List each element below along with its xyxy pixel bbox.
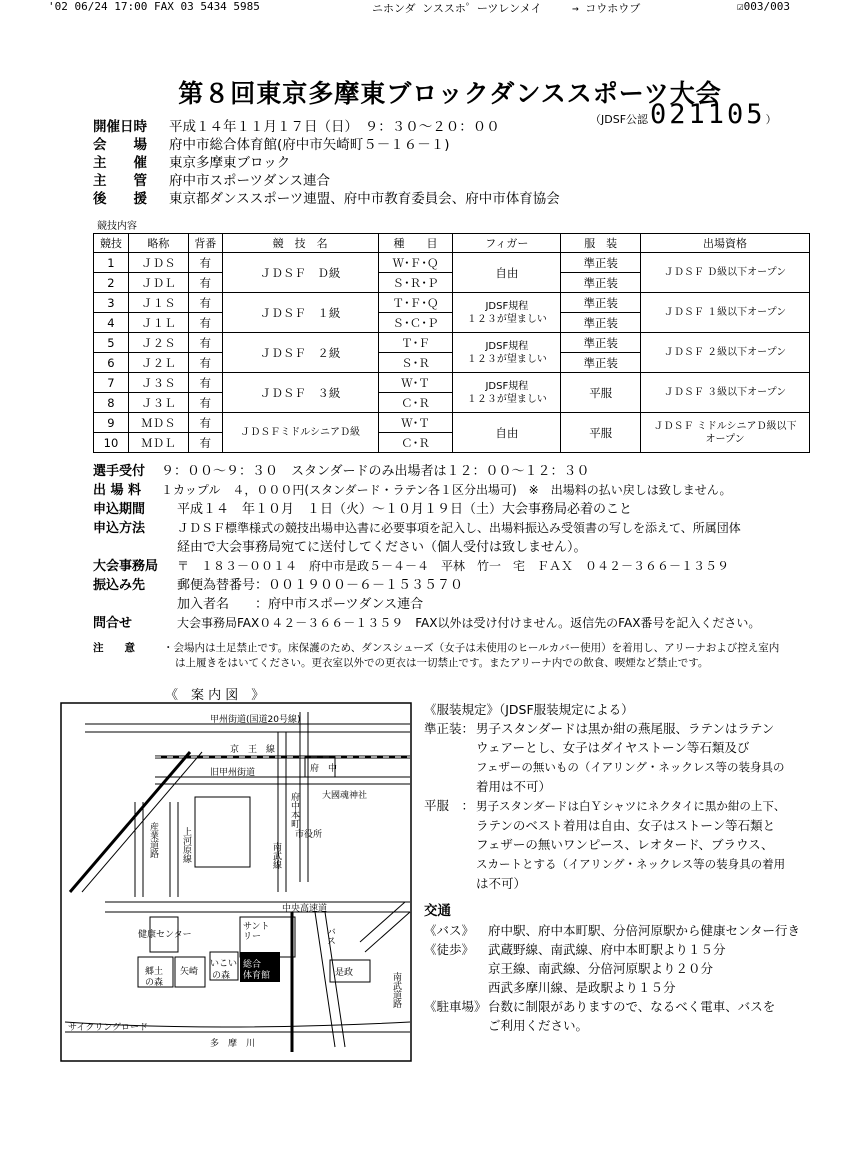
access-label: 《徒歩》 <box>424 942 475 957</box>
cell-dress: 平服 <box>561 373 641 413</box>
cell-num: 有 <box>188 313 222 333</box>
cell-figure: 自由 <box>453 253 561 293</box>
access-label: 《バス》 <box>424 923 475 938</box>
info-label: 主 催 <box>93 155 147 171</box>
qual-line: ＪＤＳＦ ミドルシニアＤ級以下 <box>653 420 797 432</box>
dress-row <box>424 835 785 854</box>
label-kyukoshu: 旧甲州街道 <box>210 768 256 778</box>
fax-sender: ニホンダ ンススホ゜ーツレンメイ <box>372 2 542 15</box>
cell-num: 有 <box>188 433 222 453</box>
competition-table <box>93 233 810 453</box>
cell-no: 3 <box>94 293 129 313</box>
dress-row <box>424 738 785 757</box>
label-nanbu-road: 南武道路 <box>391 972 401 1008</box>
access-map <box>60 702 412 1062</box>
cell-name: ＪＤＳＦ ２級 <box>222 333 378 373</box>
info-label: 後 援 <box>93 191 147 207</box>
detail-label: 出 場 料 <box>93 483 142 498</box>
table-header: 種 目 <box>378 234 453 253</box>
fax-recipient: → コウホウブ <box>572 2 641 15</box>
table-row <box>94 373 810 393</box>
cell-no: 6 <box>94 353 129 373</box>
info-value: 府中市総合体育館(府中市矢崎町５－１６－１) <box>169 137 450 153</box>
cell-num: 有 <box>188 413 222 433</box>
cell-code: ＪＤＳ <box>128 253 188 273</box>
detail-row <box>93 538 760 557</box>
detail-row <box>93 462 760 481</box>
cell-code: Ｊ２Ｌ <box>128 353 188 373</box>
event-info <box>93 118 560 208</box>
access-label: 《駐車場》 <box>424 999 487 1014</box>
dress-label: 準正装： <box>424 721 475 736</box>
label-keio: 京 王 線 <box>230 745 276 755</box>
access-text: 西武多摩川線、是政駅より１５分 <box>488 980 676 995</box>
cell-num: 有 <box>188 353 222 373</box>
label-sangyo: 産業道路 <box>148 822 158 858</box>
cell-no: 10 <box>94 433 129 453</box>
approval-number <box>590 99 777 130</box>
info-row-venue <box>93 136 560 154</box>
dress-rules <box>424 700 785 893</box>
fax-datetime: '02 06/24 17:00 FAX 03 5434 5985 <box>48 0 260 13</box>
info-row-sponsor <box>93 190 560 208</box>
cell-dress: 準正装 <box>561 333 641 353</box>
cell-no: 4 <box>94 313 129 333</box>
dress-row <box>424 816 785 835</box>
label-cycling: サイクリングロード <box>68 1023 149 1033</box>
access-title: 交通 <box>424 903 451 919</box>
access-row <box>424 1016 800 1035</box>
map-title: 《 案 内 図 》 <box>165 688 265 703</box>
cell-dress: 平服 <box>561 413 641 453</box>
cell-event: Ｓ･Ｒ <box>378 353 453 373</box>
info-label: 会 場 <box>93 137 147 153</box>
cell-code: ＭＤＬ <box>128 433 188 453</box>
detail-value: 加入者名 ：府中市スポーツダンス連合 <box>177 597 424 612</box>
label-okunitama: 大國魂神社 <box>322 791 368 801</box>
dress-text: 男子スタンダードは黒か紺の燕尾服、ラテンはラテン <box>476 721 775 736</box>
dress-text: 男子スタンダードは白Ｙシャツにネクタイに黒か紺の上下、 <box>476 799 786 813</box>
label-yagasaki: 矢崎 <box>180 967 199 977</box>
access-row <box>424 997 800 1016</box>
info-row-organizer <box>93 154 560 172</box>
cell-qual: ＪＤＳＦ Ｄ級以下オープン <box>641 253 810 293</box>
access-text: 武蔵野線、南武線、府中本町駅より１５分 <box>488 942 726 957</box>
table-header: 競 技 名 <box>222 234 378 253</box>
table-header: 競技 <box>94 234 129 253</box>
detail-row <box>93 500 760 519</box>
access-row <box>424 978 800 997</box>
info-row-date <box>93 118 560 136</box>
cell-event: Ｗ･Ｆ･Ｑ <box>378 253 453 273</box>
cell-event: Ｗ･Ｔ <box>378 413 453 433</box>
cell-figure: 自由 <box>453 413 561 453</box>
table-row <box>94 413 810 433</box>
cell-event: Ｃ･Ｒ <box>378 433 453 453</box>
detail-value: 平成１４ 年１０月 １日（火）～１０月１９日（土）大会事務局必着のこと <box>177 502 633 517</box>
detail-value: ＪＤＳＦ標準様式の競技出場申込書に必要事項を記入し、出場料振込み受領書の写しを添えて、所属団体 <box>177 521 741 535</box>
cell-num: 有 <box>188 393 222 413</box>
detail-value: 大会事務局FAX０４２－３６６－１３５９ FAX以外は受け付けません。返信先のFAX番号を記入ください。 <box>177 616 761 630</box>
cell-no: 1 <box>94 253 129 273</box>
figure-line: JDSF規程 <box>485 340 529 352</box>
cell-num: 有 <box>188 373 222 393</box>
cell-code: Ｊ１Ｌ <box>128 313 188 333</box>
detail-value: ９：００～９：３０ スタンダードのみ出場者は１２：００～１２：３０ <box>161 464 590 479</box>
info-label: 主 管 <box>93 173 147 189</box>
cell-name: ＪＤＳＦミドルシニアＤ級 <box>222 413 378 453</box>
figure-line: １２３が望ましい <box>466 353 547 365</box>
detail-label: 申込方法 <box>93 521 146 536</box>
cell-num: 有 <box>188 333 222 353</box>
notes <box>93 641 813 671</box>
cell-qual: ＪＤＳＦ ３級以下オープン <box>641 373 810 413</box>
detail-label: 大会事務局 <box>93 559 159 574</box>
table-header: 略称 <box>128 234 188 253</box>
dress-text: フェザーの無いもの（イアリング・ネックレス等の装身具の <box>476 760 785 774</box>
cell-event: Ｔ･Ｆ･Ｑ <box>378 293 453 313</box>
cell-dress: 準正装 <box>561 313 641 333</box>
cell-qual <box>641 413 810 453</box>
table-header: 背番 <box>188 234 222 253</box>
dress-row <box>424 719 785 738</box>
detail-value: １カップル ４，０００円(スタンダード・ラテン各１区分出場可) ※ 出場料の払い戻しは致しません。 <box>161 483 732 497</box>
detail-value: 郵便為替番号：００１９００－６－１５３５７０ <box>177 578 464 593</box>
label-gym-1: 総合 <box>243 960 262 970</box>
cell-code: Ｊ３Ｓ <box>128 373 188 393</box>
label-fuchu-honmachi: 府中本町 <box>289 792 299 828</box>
table-row <box>94 333 810 353</box>
label-tamagawa: 多 摩 川 <box>210 1039 256 1049</box>
dress-label: 平服 ： <box>424 798 475 813</box>
detail-row <box>93 519 760 538</box>
cell-name: ＪＤＳＦ ３級 <box>222 373 378 413</box>
table-caption: 競技内容 <box>97 221 137 232</box>
dress-row <box>424 874 785 893</box>
detail-label: 問合せ <box>93 616 133 631</box>
details-block <box>93 462 760 633</box>
cell-code: Ｊ１Ｓ <box>128 293 188 313</box>
cell-name: ＪＤＳＦ Ｄ級 <box>222 253 378 293</box>
dress-row <box>424 777 785 796</box>
label-kamigawara: 上河原線 <box>181 827 191 863</box>
dress-text: フェザーの無いワンピース、レオタード、ブラウス、 <box>476 837 774 852</box>
fax-page: ☑003/003 <box>737 0 790 13</box>
dress-row <box>424 854 785 874</box>
dress-row <box>424 757 785 777</box>
info-value: 東京都ダンススポーツ連盟、府中市教育委員会、府中市体育協会 <box>169 191 560 207</box>
info-value: 府中市スポーツダンス連合 <box>169 173 331 189</box>
cell-event: Ｃ･Ｒ <box>378 393 453 413</box>
note-line: は上履きをはいてください。更衣室以外での更衣は一切禁止です。またアリーナ内での飲食、喫煙など禁止です。 <box>175 657 709 669</box>
approval-label: （JDSF公認 <box>590 113 649 126</box>
label-shiyakusho: 市役所 <box>295 830 323 840</box>
detail-label: 選手受付 <box>93 464 146 479</box>
access-row <box>424 921 800 940</box>
access-row <box>424 959 800 978</box>
cell-code: ＪＤＬ <box>128 273 188 293</box>
info-value: 東京多摩東ブロック <box>169 155 291 171</box>
table-header: 服 装 <box>561 234 641 253</box>
dress-title: 《服装規定》（JDSF服装規定による） <box>424 702 634 717</box>
figure-line: １２３が望ましい <box>466 393 547 405</box>
table-row <box>94 293 810 313</box>
map-graphic <box>60 702 412 1062</box>
cell-num: 有 <box>188 273 222 293</box>
table-header-row <box>94 234 810 253</box>
dress-text: スカートとする（イアリング・ネックレス等の装身具の着用 <box>476 857 786 871</box>
page-title: 第８回東京多摩東ブロックダンススポーツ大会 <box>178 79 722 108</box>
label-ikoi-2: の森 <box>212 971 231 981</box>
access-row <box>424 940 800 959</box>
info-label: 開催日時 <box>93 119 147 135</box>
label-kenko: 健康センター <box>138 930 192 940</box>
access-text: 台数に制限がありますので、なるべく電車、バスを <box>488 999 776 1014</box>
cell-figure <box>453 333 561 373</box>
cell-num: 有 <box>188 253 222 273</box>
label-koshu: 甲州街道(国道20号線) <box>210 715 301 725</box>
cell-figure <box>453 373 561 413</box>
dress-text: は不可） <box>476 876 527 891</box>
detail-row <box>93 481 760 500</box>
detail-label: 振込み先 <box>93 578 146 593</box>
access-text: ご利用ください。 <box>488 1018 589 1033</box>
detail-row <box>93 557 760 576</box>
cell-code: Ｊ３Ｌ <box>128 393 188 413</box>
cell-dress: 準正装 <box>561 253 641 273</box>
approval-code: 021105 <box>650 99 766 130</box>
detail-value: 経由で大会事務局宛てに送付してください（個人受付は致しません）。 <box>177 540 587 555</box>
detail-row <box>93 614 760 633</box>
info-value: 平成１４年１１月１７日（日） ９：３０～２０：００ <box>169 119 500 135</box>
label-chuo: 中央高速道 <box>282 904 328 914</box>
cell-figure <box>453 293 561 333</box>
qual-line: オープン <box>705 433 745 445</box>
cell-qual: ＪＤＳＦ ２級以下オープン <box>641 333 810 373</box>
figure-line: JDSF規程 <box>485 380 529 392</box>
label-sunlily: サント リー <box>243 922 270 942</box>
cell-no: 7 <box>94 373 129 393</box>
cell-dress: 準正装 <box>561 293 641 313</box>
table-row <box>94 253 810 273</box>
cell-name: ＪＤＳＦ １級 <box>222 293 378 333</box>
cell-num: 有 <box>188 293 222 313</box>
label-koremasa: 是政 <box>335 968 354 978</box>
label-ikoi-1: いこい <box>210 959 238 969</box>
label-kyodo-1: 郷土 <box>145 967 164 977</box>
figure-line: JDSF規程 <box>485 300 529 312</box>
access-info <box>424 902 800 1035</box>
cell-no: 2 <box>94 273 129 293</box>
detail-row <box>93 595 760 614</box>
dress-text: ウェアーとし、女子はダイヤストーン等石類及び <box>476 740 750 755</box>
detail-label: 申込期間 <box>93 502 146 517</box>
table-header: 出場資格 <box>641 234 810 253</box>
label-bus: バス <box>325 927 335 945</box>
fax-header <box>0 0 864 14</box>
cell-no: 8 <box>94 393 129 413</box>
cell-no: 5 <box>94 333 129 353</box>
label-fuchu: 府 中 <box>310 764 338 774</box>
cell-no: 9 <box>94 413 129 433</box>
label-namboku: 南武線 <box>271 842 281 869</box>
detail-value: 〒 １８３－００１４ 府中市是政５－４－４ 平林 竹一 宅 ＦＡＸ ０４２－３６６－１３５９ <box>177 559 730 573</box>
dress-row <box>424 796 785 816</box>
notes-label: 注 意 <box>93 642 135 654</box>
cell-event: Ｓ･Ｒ･Ｐ <box>378 273 453 293</box>
cell-qual: ＪＤＳＦ １級以下オープン <box>641 293 810 333</box>
access-text: 京王線、南武線、分倍河原駅より２０分 <box>488 961 714 976</box>
dress-text: ラテンのベスト着用は自由、女子はストーン等石類と <box>476 818 776 833</box>
cell-event: Ｓ･Ｃ･Ｐ <box>378 313 453 333</box>
cell-event: Ｗ･Ｔ <box>378 373 453 393</box>
info-row-manager <box>93 172 560 190</box>
label-kyodo-2: の森 <box>145 978 164 988</box>
figure-line: １２３が望ましい <box>466 313 547 325</box>
approval-close: ） <box>765 113 777 126</box>
label-gym-2: 体育館 <box>243 971 271 981</box>
cell-code: Ｊ２Ｓ <box>128 333 188 353</box>
detail-row <box>93 576 760 595</box>
note-line: ・会場内は土足禁止です。床保護のため、ダンスシューズ（女子は未使用のヒールカバー使用）を着用し、アリーナおよび控え室内 <box>163 642 780 654</box>
cell-event: Ｔ･Ｆ <box>378 333 453 353</box>
access-text: 府中駅、府中本町駅、分倍河原駅から健康センター行き <box>488 923 801 938</box>
table-header: フィガー <box>453 234 561 253</box>
cell-dress: 準正装 <box>561 273 641 293</box>
cell-code: ＭＤＳ <box>128 413 188 433</box>
cell-dress: 準正装 <box>561 353 641 373</box>
dress-text: 着用は不可） <box>476 779 552 794</box>
